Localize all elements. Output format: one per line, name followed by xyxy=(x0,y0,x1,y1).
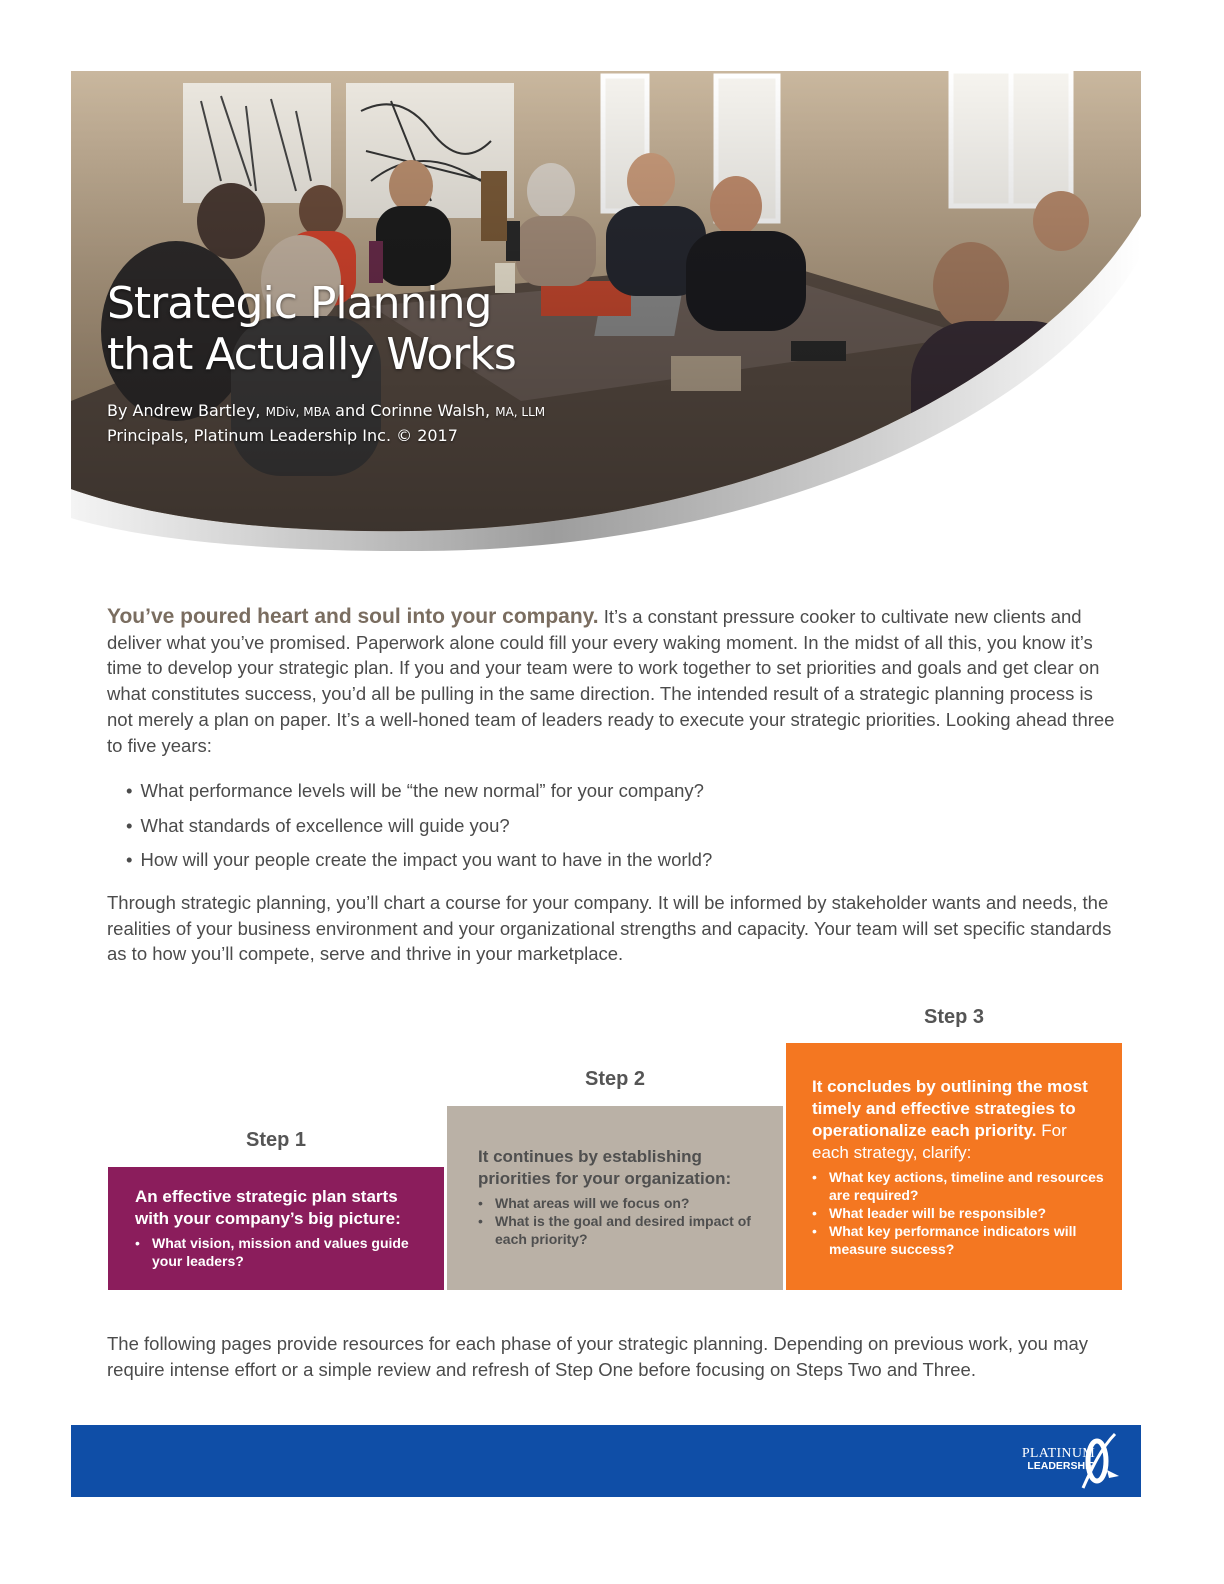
logo-line-2: LEADERSHIP xyxy=(1027,1460,1095,1472)
step-1-heading xyxy=(135,1186,424,1230)
step-1-heading-text: An effective strategic plan starts with your company’s big picture: xyxy=(135,1187,401,1228)
list-item: • What leader will be responsible? xyxy=(812,1204,1108,1222)
step-1-box xyxy=(108,1167,444,1290)
step-3-heading-light: For each strategy, clarify: xyxy=(812,1121,1067,1162)
byline-credentials-2: MA, LLM xyxy=(495,405,546,419)
step-3-heading xyxy=(812,1076,1108,1164)
list-item: • What vision, mission and values guide your leaders? xyxy=(135,1234,424,1270)
intro-lead: You’ve poured heart and soul into your company. xyxy=(107,605,599,628)
byline-affiliation: Principals, Platinum Leadership Inc. © 2017 xyxy=(107,426,458,445)
hero-banner xyxy=(71,71,1141,551)
step-3-heading-text: It concludes by outlining the most timely and effective strategies to operationalize each priority. xyxy=(812,1077,1088,1140)
list-item: • What is the goal and desired impact of each priority? xyxy=(478,1212,765,1248)
list-item: • What standards of excellence will guide you? xyxy=(126,813,1106,848)
step-2-heading xyxy=(478,1146,765,1190)
list-item: • What key performance indicators will measure success? xyxy=(812,1222,1108,1258)
list-item: • What key actions, timeline and resources are required? xyxy=(812,1168,1108,1204)
page-title xyxy=(107,278,516,380)
closing-paragraph: The following pages provide resources for each phase of your strategic planning. Depending on previous work, you may require intense effort or a simple review and refresh of Step One before focusing on Steps Two and Three. xyxy=(107,1333,1089,1380)
list-item: • What performance levels will be “the new normal” for your company? xyxy=(126,778,1106,813)
logo-line-1: PLATINUM xyxy=(1021,1446,1095,1461)
step-2-bullets xyxy=(478,1194,765,1248)
platinum-swoosh-logo-icon xyxy=(983,1430,1123,1492)
step-2-heading-text: It continues by establishing priorities for your organization: xyxy=(478,1147,732,1188)
intro-paragraph xyxy=(107,604,1117,758)
title-line-1: Strategic Planning xyxy=(107,278,492,329)
intro-text: It’s a constant pressure cooker to cultivate new clients and deliver what you’ve promised. Paperwork alone could fill your every waking moment. In the midst of all this, you know it’s time to develop your strategic plan. If you and your team were to work together to set priorities and goals and get clear on what constitutes success, you’d all be pulling in the same direction. The intended result of a strategic planning process is not merely a plan on paper. It’s a well-honed team of leaders ready to execute your strategic priorities. Looking ahead three to five years: xyxy=(107,606,1115,756)
step-2-label: Step 2 xyxy=(584,1068,646,1090)
byline xyxy=(107,399,545,447)
step-2-box xyxy=(447,1106,783,1290)
list-item: • What areas will we focus on? xyxy=(478,1194,765,1212)
step-3-bullets xyxy=(812,1168,1108,1258)
byline-credentials-1: MDiv, MBA xyxy=(265,405,331,419)
byline-and: and Corinne Walsh, xyxy=(335,401,491,420)
step-3-box xyxy=(786,1043,1122,1290)
step-1-label: Step 1 xyxy=(245,1129,307,1151)
title-line-2: that Actually Works xyxy=(107,329,516,380)
byline-by: By Andrew Bartley, xyxy=(107,401,261,420)
list-item: • How will your people create the impact you want to have in the world? xyxy=(126,847,1106,882)
footer-bar xyxy=(71,1425,1141,1497)
step-1-bullets xyxy=(135,1234,424,1270)
byline-authors xyxy=(107,399,545,424)
step-3-label: Step 3 xyxy=(923,1006,985,1028)
body-paragraph: Through strategic planning, you’ll chart a course for your company. It will be informed by stakeholder wants and needs, the realities of your business environment and your organizational strengths and capacity. Your team will set specific standards as to how you’ll compete, serve and thrive in your marketplace. xyxy=(107,892,1112,965)
question-list xyxy=(126,778,1106,882)
